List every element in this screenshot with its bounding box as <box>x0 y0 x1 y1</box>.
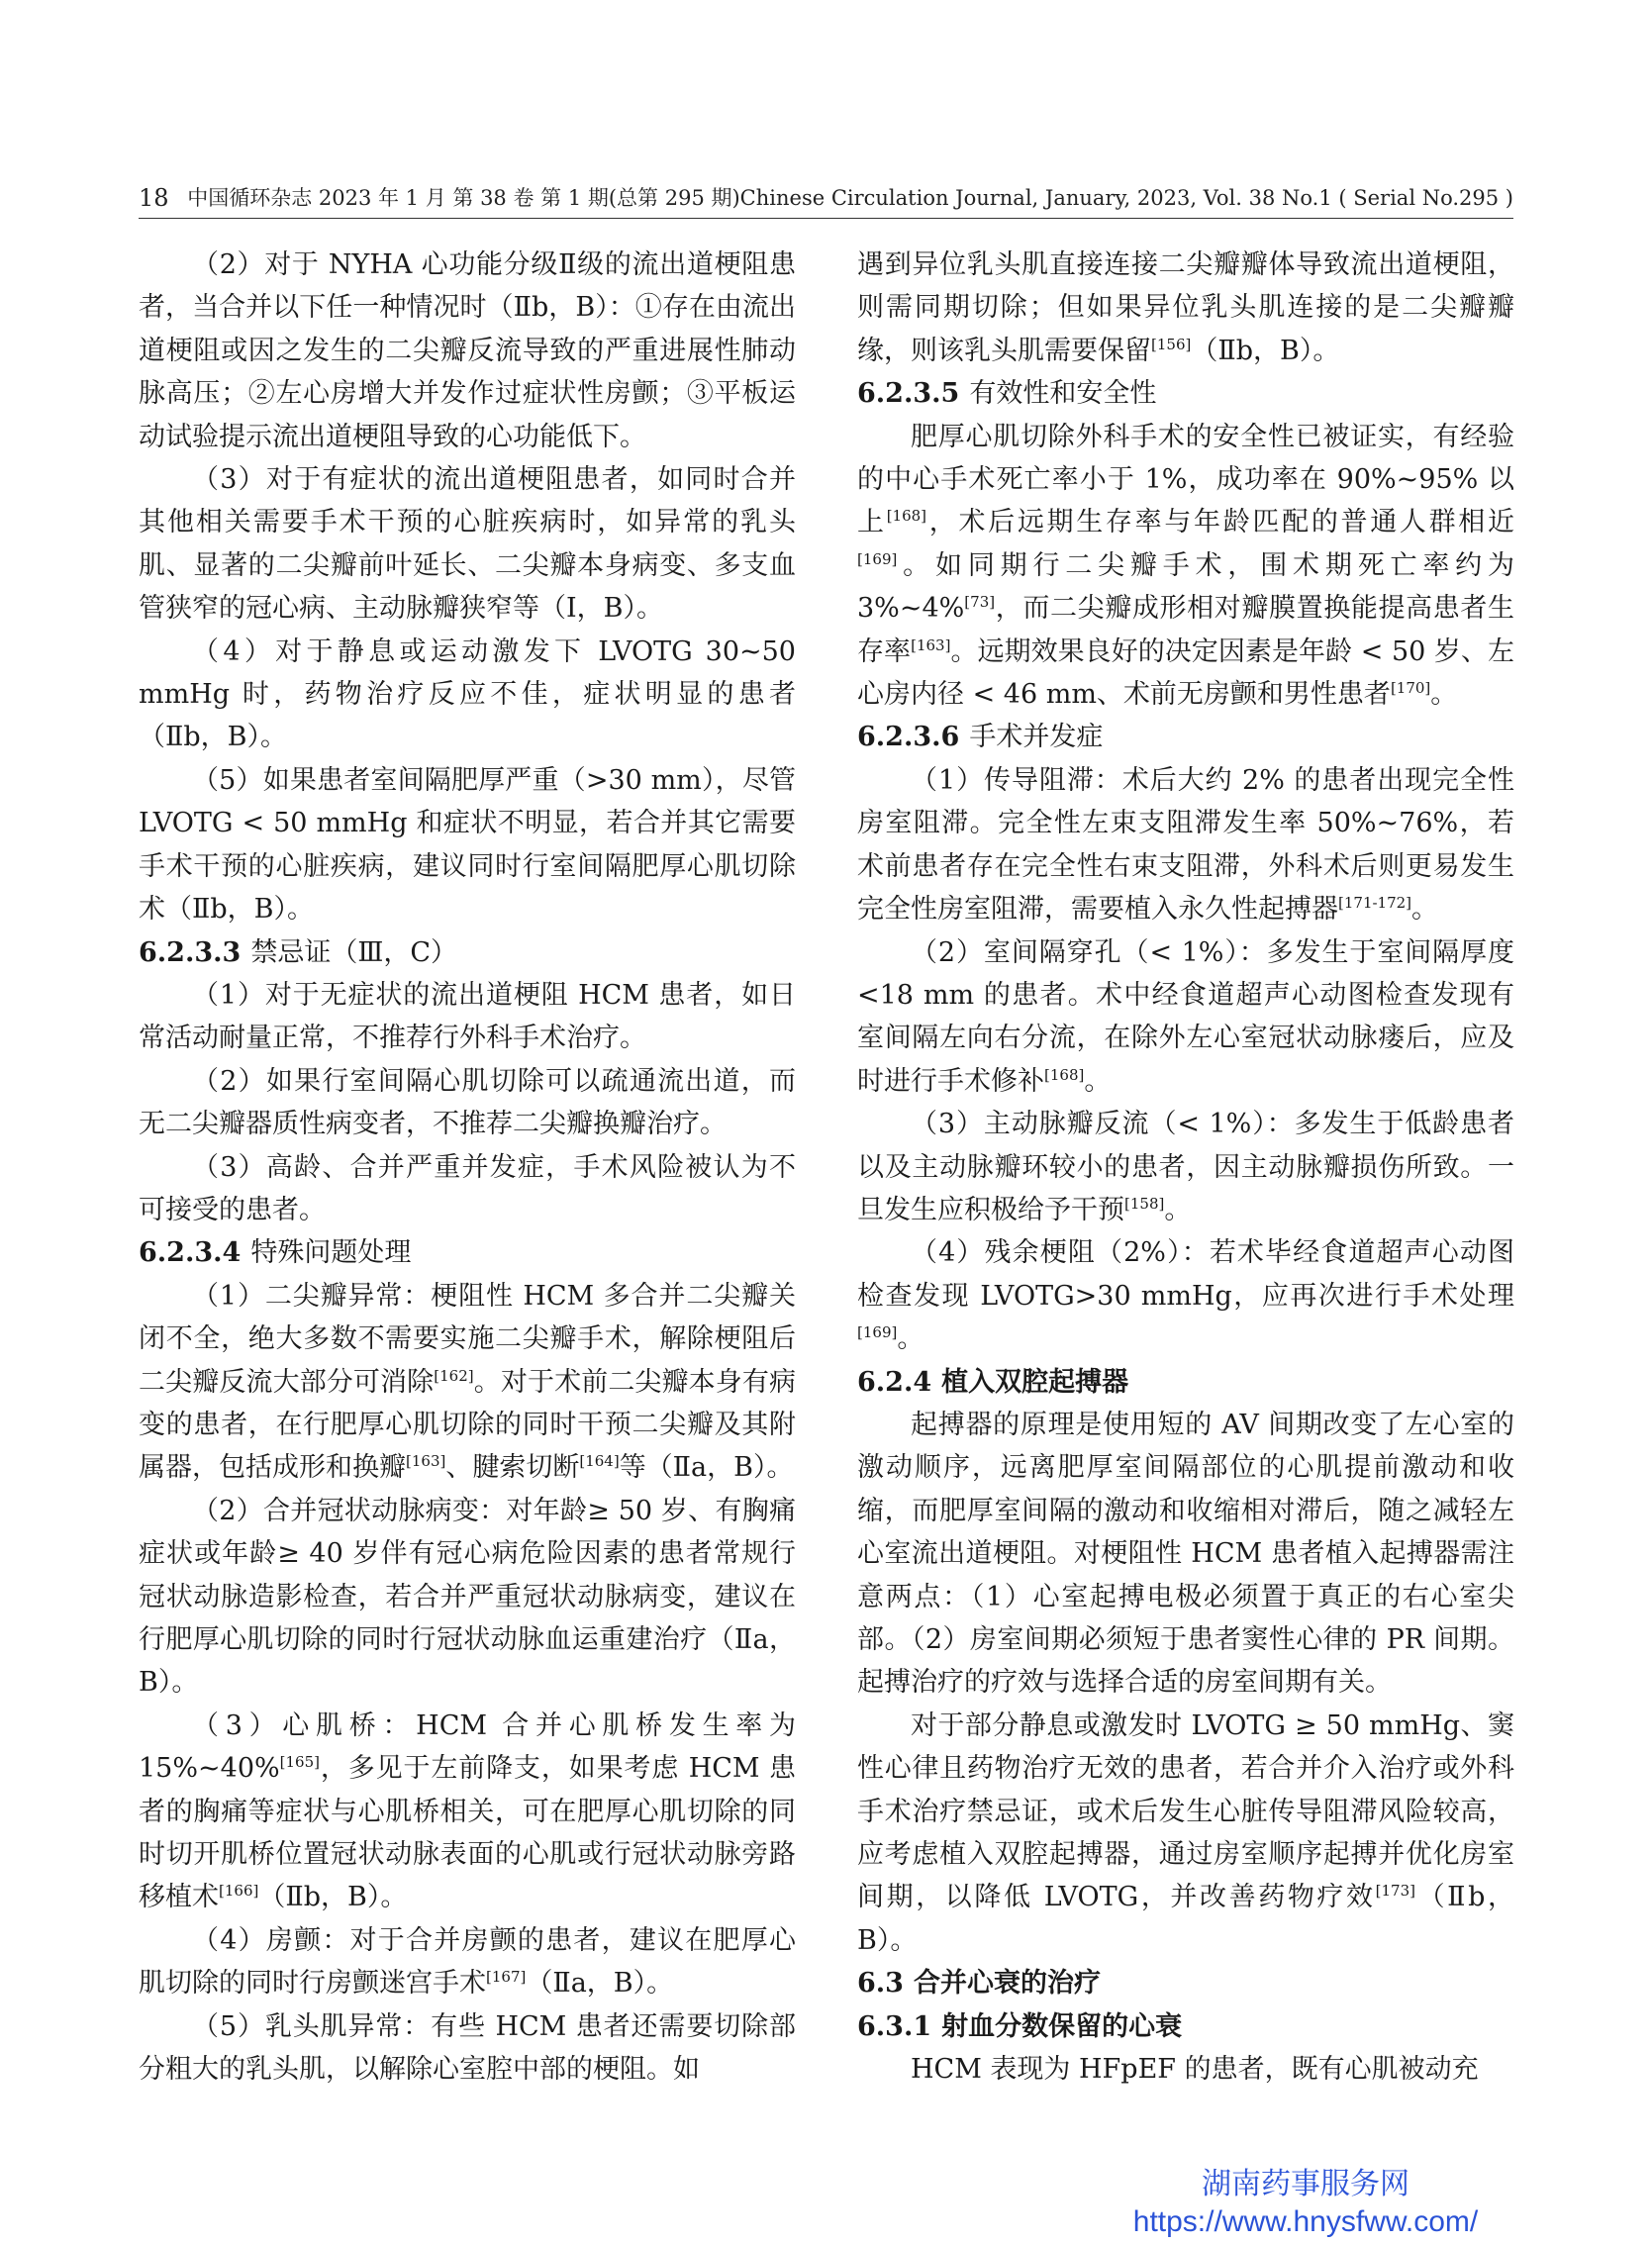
text-run: （Ⅱb，B）。 <box>857 1882 1514 1956</box>
paragraph <box>857 1705 1514 1962</box>
text-run: 。 <box>1084 1065 1112 1097</box>
citation: [170] <box>1390 679 1431 698</box>
text-run: ，而二尖瓣成形相对瓣膜置换能提高患者生存率 <box>857 593 1514 667</box>
site-watermark <box>1098 2166 1513 2241</box>
paragraph: （2）如果行室间隔心肌切除可以疏通流出道，而无二尖瓣器质性病变者，不推荐二尖瓣换瓣治疗。 <box>139 1065 796 1140</box>
text-run: 对于部分静息或激发时 LVOTG ≥ 50 mmHg、窦性心律且药物治疗无效的患者，若合并介入治疗或外科手术治疗禁忌证，或术后发生心脏传导阻滞风险较高，应考虑植入双腔起搏器，通过房室顺序起搏并优化房室间期，以降低 LVOTG，并改善药物疗效 <box>857 1709 1514 1913</box>
section-title: 特殊问题处理 <box>250 1237 412 1269</box>
text-run: 遇到异位乳头肌直接连接二尖瓣瓣体导致流出道梗阻，则需同期切除；但如果异位乳头肌连接的是二尖瓣瓣缘，则该乳头肌需要保留 <box>857 249 1514 366</box>
section-number: 6.2.3.5 <box>857 378 960 410</box>
text-run: 等（Ⅱa，B）。 <box>619 1452 794 1484</box>
paragraph: HCM 表现为 HFpEF 的患者，既有心肌被动充 <box>911 2054 1479 2086</box>
text-run: 。远期效果良好的决定因素是年龄 < 50 岁、左心房内径 < 46 mm、术前无房颤和男性患者 <box>857 635 1515 711</box>
paragraph: （3）高龄、合并严重并发症，手术风险被认为不可接受的患者。 <box>139 1151 796 1225</box>
paragraph: （5）乳头肌异常：有些 HCM 患者还需要切除部分粗大的乳头肌，以解除心室腔中部的梗阻。如 <box>139 2010 796 2086</box>
citation: [163] <box>406 1452 446 1471</box>
text-run: （3）心肌桥：HCM 合并心肌桥发生率为 15%~40% <box>139 1709 796 1785</box>
paragraph <box>857 931 1514 1104</box>
paragraph <box>857 759 1514 931</box>
section-title: 有效性和安全性 <box>969 378 1157 410</box>
text-run: （1）二尖瓣异常：梗阻性 HCM 多合并二尖瓣关闭不全，绝大多数不需要实施二尖瓣手术，解除梗阻后二尖瓣反流大部分可消除 <box>139 1280 796 1398</box>
text-run: 。 <box>1411 894 1439 926</box>
paragraph <box>139 1275 796 1490</box>
citation: [169] <box>857 549 898 568</box>
text-run: 。对于术前二尖瓣本身有病变的患者，在行肥厚心肌切除的同时干预二尖瓣及其附属器，包括成形和换瓣 <box>139 1366 797 1484</box>
section-number: 6.2.3.3 <box>139 936 242 968</box>
citation: [158] <box>1124 1194 1165 1213</box>
citation: [173] <box>1375 1882 1415 1901</box>
watermark-site-name: 湖南药事服务网 <box>1202 2168 1409 2200</box>
section-title: 植入双腔起搏器 <box>941 1366 1129 1398</box>
section-heading <box>857 716 1514 758</box>
text-run: （4）残余梗阻（2%）：若术毕经食道超声心动图检查发现 LVOTG>30 mmHg，应再次进行手术处理 <box>857 1237 1514 1312</box>
section-heading <box>857 1361 1514 1404</box>
section-title: 手术并发症 <box>969 722 1104 753</box>
paragraph: （2）合并冠状动脉病变：对年龄≥ 50 岁、有胸痛症状或年龄≥ 40 岁伴有冠心病危险因素的患者常规行冠状动脉造影检查，若合并严重冠状动脉病变，建议在行肥厚心肌切除的同时行冠状动脉血运重建治疗（Ⅱa，B）。 <box>139 1495 796 1699</box>
section-number: 6.2.4 <box>857 1366 932 1398</box>
citation: [171-172] <box>1338 894 1412 913</box>
citation: [164] <box>579 1452 620 1471</box>
watermark-url: https://www.hnysfww.com/ <box>1132 2205 1479 2238</box>
citation: [166] <box>219 1882 259 1901</box>
text-run: （Ⅱb，B）。 <box>1191 335 1340 366</box>
text-run: （1）传导阻滞：术后大约 2% 的患者出现完全性房室阻滞。完全性左束支阻滞发生率 50%~76%，若术前患者存在完全性右束支阻滞，外科术后则更易发生完全性房室阻滞，需要植入永久性起搏器 <box>857 764 1514 926</box>
text-run: （Ⅱb，B）。 <box>258 1882 408 1913</box>
citation: [167] <box>486 1968 527 1987</box>
paragraph: 起搏器的原理是使用短的 AV 间期改变了左心室的激动顺序，远离肥厚室间隔部位的心肌提前激动和收缩，而肥厚室间隔的激动和收缩相对滞后，随之减轻左心室流出道梗阻。对梗阻性 HCM 患者植入起搏器需注意两点：（1）心室起搏电极必须置于真正的右心室尖部。（2）房室间期必须短于患者窦性心律的 PR 间期。起搏治疗的疗效与选择合适的房室间期有关。 <box>857 1409 1514 1699</box>
section-heading <box>857 1962 1514 2004</box>
text-run: （2）室间隔穿孔（< 1%）：多发生于室间隔厚度<18 mm 的患者。术中经食道超声心动图检查发现有室间隔左向右分流，在除外左心室冠状动脉瘘后，应及时进行手术修补 <box>857 936 1514 1097</box>
citation: [73] <box>964 593 996 612</box>
text-run: 。 <box>1164 1194 1192 1225</box>
paragraph <box>857 244 1514 372</box>
running-header <box>139 172 1513 219</box>
paragraph <box>139 1919 796 2005</box>
citation: [163] <box>911 635 951 654</box>
text-run: 、腱索切断 <box>445 1452 580 1484</box>
left-column <box>139 244 796 2091</box>
citation: [156] <box>1151 335 1192 353</box>
section-number: 6.3 <box>857 1968 904 2000</box>
section-number: 6.3.1 <box>857 2010 932 2042</box>
citation: [162] <box>434 1366 474 1385</box>
page-number: 18 <box>139 184 169 212</box>
text-run: ，术后远期生存率与年龄匹配的普通人群相近 <box>926 507 1515 538</box>
journal-running-title: 中国循环杂志 2023 年 1 月 第 38 卷 第 1 期(总第 295 期)Chinese Circulation Journal, January, 2023, Vol. 38 No.1 ( Serial No.295 ) <box>187 186 1513 210</box>
section-number: 6.2.3.6 <box>857 722 960 753</box>
paragraph: （2）对于 NYHA 心功能分级Ⅱ级的流出道梗阻患者，当合并以下任一种情况时（Ⅱb，B）：①存在由流出道梗阻或因之发生的二尖瓣反流导致的严重进展性肺动脉高压；②左心房增大并发作过症状性房颤；③平板运动试验提示流出道梗阻导致的心功能低下。 <box>139 249 796 452</box>
paragraph: （3）对于有症状的流出道梗阻患者，如同时合并其他相关需要手术干预的心脏疾病时，如异常的乳头肌、显著的二尖瓣前叶延长、二尖瓣本身病变、多支血管狭窄的冠心病、主动脉瓣狭窄等（Ⅰ，B）。 <box>139 464 796 625</box>
text-run: 肥厚心肌切除外科手术的安全性已被证实，有经验的中心手术死亡率小于 1%，成功率在 90%~95% 以上 <box>857 421 1514 538</box>
section-title: 射血分数保留的心衰 <box>941 2010 1183 2042</box>
text-run: （4）房颤：对于合并房颤的患者，建议在肥厚心肌切除的同时行房颤迷宫手术 <box>139 1924 796 2000</box>
right-column <box>857 244 1514 2091</box>
citation: [168] <box>1044 1065 1085 1084</box>
text-run: ，多见于左前降支，如果考虑 HCM 患者的胸痛等症状与心肌桥相关，可在肥厚心肌切除的同时切开肌桥位置冠状动脉表面的心肌或行冠状动脉旁路移植术 <box>139 1753 796 1913</box>
text-run: 。如同期行二尖瓣手术，围术期死亡率约为 3%~4% <box>857 549 1514 625</box>
section-title: 合并心衰的治疗 <box>913 1968 1101 2000</box>
text-run: 。 <box>1430 679 1458 711</box>
text-run: （3）主动脉瓣反流（< 1%）：多发生于低龄患者以及主动脉瓣环较小的患者，因主动脉瓣损伤所致。一旦发生应积极给予干预 <box>857 1109 1514 1225</box>
paragraph: （4）对于静息或运动激发下 LVOTG 30~50 mmHg 时，药物治疗反应不佳，症状明显的患者（Ⅱb，B）。 <box>139 635 796 753</box>
text-run: （Ⅱa，B）。 <box>526 1968 674 2000</box>
citation: [168] <box>886 507 927 526</box>
citation: [169] <box>857 1323 898 1342</box>
citation: [165] <box>279 1753 320 1772</box>
section-number: 6.2.3.4 <box>139 1237 242 1269</box>
section-title: 禁忌证（Ⅲ，C） <box>250 936 458 968</box>
section-heading <box>139 1231 796 1274</box>
section-heading <box>857 372 1514 415</box>
paragraph <box>857 1103 1514 1231</box>
paragraph <box>857 1231 1514 1360</box>
text-run: 。 <box>897 1323 924 1355</box>
paragraph: （1）对于无症状的流出道梗阻 HCM 患者，如日常活动耐量正常，不推荐行外科手术治疗。 <box>139 979 796 1054</box>
paragraph <box>857 416 1514 717</box>
section-heading <box>139 931 796 974</box>
paragraph <box>139 1705 796 1919</box>
paragraph: （5）如果患者室间隔肥厚严重（>30 mm），尽管 LVOTG < 50 mmHg 和症状不明显，若合并其它需要手术干预的心脏疾病，建议同时行室间隔肥厚心肌切除术（Ⅱb，B）。 <box>139 764 796 926</box>
section-heading <box>857 2005 1514 2048</box>
